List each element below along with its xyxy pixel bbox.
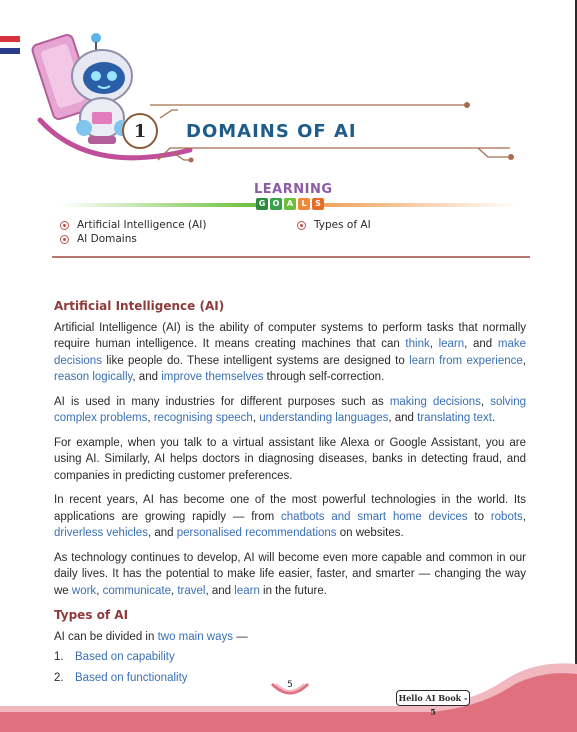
highlight-term: improve themselves bbox=[161, 371, 264, 383]
target-bullet-icon bbox=[60, 221, 69, 230]
highlight-term: reason logically bbox=[54, 371, 133, 383]
chapter-number-badge: 1 bbox=[122, 113, 158, 149]
highlight-term: robots bbox=[490, 510, 523, 523]
highlight-term: two main ways bbox=[157, 630, 233, 643]
goals-letter: L bbox=[298, 198, 310, 210]
goal-item: Artificial Intelligence (AI) bbox=[60, 219, 206, 231]
page-number: 5 bbox=[287, 680, 293, 690]
learning-goals-heading: LEARNING bbox=[254, 182, 333, 197]
list-item: 2. Based on functionality bbox=[54, 671, 188, 684]
list-item: 1. Based on capability bbox=[54, 651, 175, 663]
goal-item: AI Domains bbox=[60, 233, 137, 245]
paragraph: As technology continues to develop, AI will become even more capable and common in our daily lives. It has the potential to make life easier, faster, and smarter — changing the way we work, communicate, travel, and learn in the future. bbox=[54, 551, 526, 597]
highlight-term: solving complex problems bbox=[54, 395, 527, 424]
goals-letter: G bbox=[256, 198, 268, 210]
highlight-term: recognising speech bbox=[153, 412, 253, 424]
goals-letter: O bbox=[270, 198, 282, 210]
highlight-term: chatbots and smart home devices bbox=[281, 510, 468, 523]
book-label-badge: Hello AI Book - 5 bbox=[396, 690, 470, 706]
highlight-term: learn bbox=[438, 338, 465, 350]
goal-item: Types of AI bbox=[297, 219, 371, 231]
paragraph: AI can be divided in two main ways — bbox=[54, 630, 248, 643]
main-content bbox=[54, 298, 526, 690]
highlight-term: make decisions bbox=[54, 338, 526, 367]
highlight-term: translating text bbox=[417, 412, 492, 424]
highlight-term: work bbox=[71, 584, 97, 597]
section-heading-ai: Artificial Intelligence (AI) bbox=[54, 299, 225, 313]
paragraph: AI is used in many industries for different purposes such as making decisions, solving complex problems, recognising speech, understanding languages, and translating text. bbox=[54, 395, 527, 424]
paragraph: Artificial Intelligence (AI) is the ability of computer systems to perform tasks that normally require human intelligence. It means creating machines that can think, learn, and make decisions like people do. These intelligent systems are designed to learn from experience, reason logically, and improve themselves through self-correction. bbox=[54, 321, 526, 383]
highlight-term: making decisions bbox=[389, 395, 481, 408]
target-bullet-icon bbox=[60, 235, 69, 244]
goals-letter: S bbox=[312, 198, 324, 210]
highlight-term: travel bbox=[177, 584, 206, 597]
highlight-term: driverless vehicles bbox=[54, 527, 148, 539]
target-bullet-icon bbox=[297, 221, 306, 230]
highlight-term: learn bbox=[234, 584, 260, 597]
paragraph: In recent years, AI has become one of the most powerful technologies in the world. Its applications are growing rapidly — from chatbots and smart home devices to robots, driverless vehicles, and personalised recommendations on websites. bbox=[54, 494, 526, 539]
learning-goals-divider-left bbox=[60, 203, 256, 207]
paragraph: For example, when you talk to a virtual assistant like Alexa or Google Assistant, you are using AI. Similarly, AI helps doctors in diagnosing diseases, banks in detecting fraud, and companies in predicting customer preferences. bbox=[54, 436, 526, 482]
goals-word bbox=[256, 198, 324, 210]
highlight-term: understanding languages bbox=[259, 412, 389, 424]
highlight-term: think bbox=[405, 338, 430, 350]
highlight-term: communicate bbox=[102, 584, 171, 597]
learning-goals-divider-right bbox=[324, 203, 520, 207]
section-heading-types: Types of AI bbox=[54, 608, 129, 622]
chapter-title: DOMAINS OF AI bbox=[186, 121, 357, 142]
goals-divider bbox=[52, 256, 530, 258]
goals-letter: A bbox=[284, 198, 296, 210]
highlight-term: personalised recommendations bbox=[176, 527, 337, 539]
highlight-term: learn from experience bbox=[409, 354, 523, 367]
